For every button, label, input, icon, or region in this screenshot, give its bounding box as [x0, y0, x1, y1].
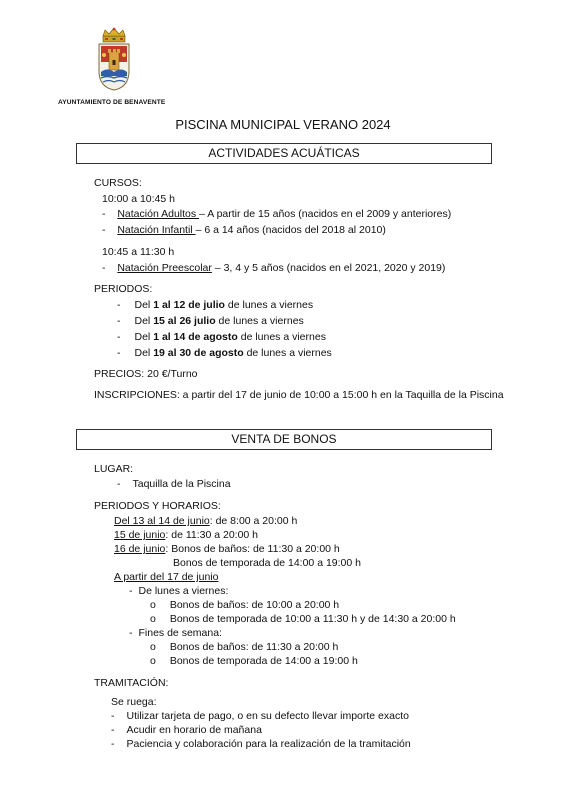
- horario-line: 15 de junio: de 11:30 a 20:00 h: [114, 529, 259, 541]
- dash-bullet: -: [102, 208, 106, 220]
- period-item: - Del 15 al 26 julio de lunes a viernes: [117, 315, 304, 327]
- dash-bullet: -: [117, 478, 121, 490]
- ruega-item: - Acudir en horario de mañana: [111, 724, 262, 736]
- dash-bullet: -: [117, 331, 121, 343]
- weekend-item: o Bonos de baños: de 11:30 a 20:00 h: [150, 641, 339, 653]
- course-name: Natación Preescolar: [117, 262, 212, 274]
- dash-bullet: -: [117, 299, 121, 311]
- precios-value: 20 €/Turno: [144, 368, 198, 380]
- se-ruega-text: Se ruega:: [111, 696, 157, 708]
- precios-label: PRECIOS:: [94, 368, 145, 380]
- horario-line: 16 de junio: Bonos de baños: de 11:30 a 20:00 h: [114, 543, 340, 555]
- ruega-item: - Utilizar tarjeta de pago, o en su defecto llevar importe exacto: [111, 710, 409, 722]
- course-name: Natación Infantil: [117, 224, 196, 236]
- period-item: - Del 19 al 30 de agosto de lunes a viernes: [117, 347, 332, 359]
- course-time-2: 10:45 a 11:30 h: [102, 246, 175, 258]
- course-name: Natación Adultos: [117, 208, 200, 220]
- course-details: – A partir de 15 años (nacidos en el 2009 y anteriores): [199, 208, 452, 220]
- course-item-infantil: [102, 224, 386, 236]
- dash-bullet: -: [117, 315, 121, 327]
- dash-bullet: -: [117, 347, 121, 359]
- precios-line: [94, 368, 198, 380]
- course-details: – 6 a 14 años (nacidos del 2018 al 2010): [195, 224, 386, 236]
- coat-of-arms-logo: [95, 27, 133, 91]
- lugar-label: LUGAR:: [94, 463, 134, 475]
- section-box-bonos: VENTA DE BONOS: [76, 429, 492, 450]
- course-item-adultos: [102, 208, 451, 220]
- circle-bullet: o: [150, 599, 156, 611]
- course-time-1: 10:00 a 10:45 h: [102, 193, 175, 205]
- weekday-label: - De lunes a viernes:: [129, 585, 229, 597]
- dash-bullet: -: [102, 262, 106, 274]
- weekday-item: o Bonos de temporada de 10:00 a 11:30 h y de 14:30 a 20:00 h: [150, 613, 456, 625]
- horario-line: Del 13 al 14 de junio: de 8:00 a 20:00 h: [114, 515, 298, 527]
- horario-line: A partir del 17 de junio: [114, 571, 219, 583]
- dash-bullet: -: [111, 710, 115, 722]
- ruega-item: - Paciencia y colaboración para la realización de la tramitación: [111, 738, 411, 750]
- period-item: - Del 1 al 14 de agosto de lunes a viernes: [117, 331, 326, 343]
- weekday-item: o Bonos de baños: de 10:00 a 20:00 h: [150, 599, 340, 611]
- horarios-label: PERIODOS Y HORARIOS:: [94, 500, 221, 512]
- cursos-label: CURSOS:: [94, 177, 142, 189]
- weekend-item: o Bonos de temporada de 14:00 a 19:00 h: [150, 655, 358, 667]
- weekend-label: - Fines de semana:: [129, 627, 222, 639]
- dash-bullet: -: [102, 224, 106, 236]
- page-title: PISCINA MUNICIPAL VERANO 2024: [175, 117, 391, 132]
- dash-bullet: -: [129, 585, 133, 597]
- lugar-value: Taquilla de la Piscina: [132, 478, 231, 490]
- course-item-preescolar: [102, 262, 445, 274]
- course-details: – 3, 4 y 5 años (nacidos en el 2021, 2020 y 2019): [211, 262, 446, 274]
- section-box-actividades: ACTIVIDADES ACUÁTICAS: [76, 143, 492, 164]
- horario-line: Bonos de temporada de 14:00 a 19:00 h: [173, 557, 361, 569]
- inscripciones-label: INSCRIPCIONES:: [94, 389, 180, 401]
- inscripciones-line: [94, 389, 504, 401]
- period-item: - Del 1 al 12 de julio de lunes a viernes: [117, 299, 314, 311]
- inscripciones-value: a partir del 17 de junio de 10:00 a 15:00 h en la Taquilla de la Piscina: [179, 389, 504, 401]
- circle-bullet: o: [150, 655, 156, 667]
- circle-bullet: o: [150, 641, 156, 653]
- org-name: AYUNTAMIENTO DE BENAVENTE: [58, 99, 166, 106]
- tramitacion-label: TRAMITACIÓN:: [94, 677, 169, 689]
- lugar-item: [117, 478, 231, 490]
- circle-bullet: o: [150, 613, 156, 625]
- dash-bullet: -: [129, 627, 133, 639]
- dash-bullet: -: [111, 738, 115, 750]
- periodos-label: PERIODOS:: [94, 283, 153, 295]
- dash-bullet: -: [111, 724, 115, 736]
